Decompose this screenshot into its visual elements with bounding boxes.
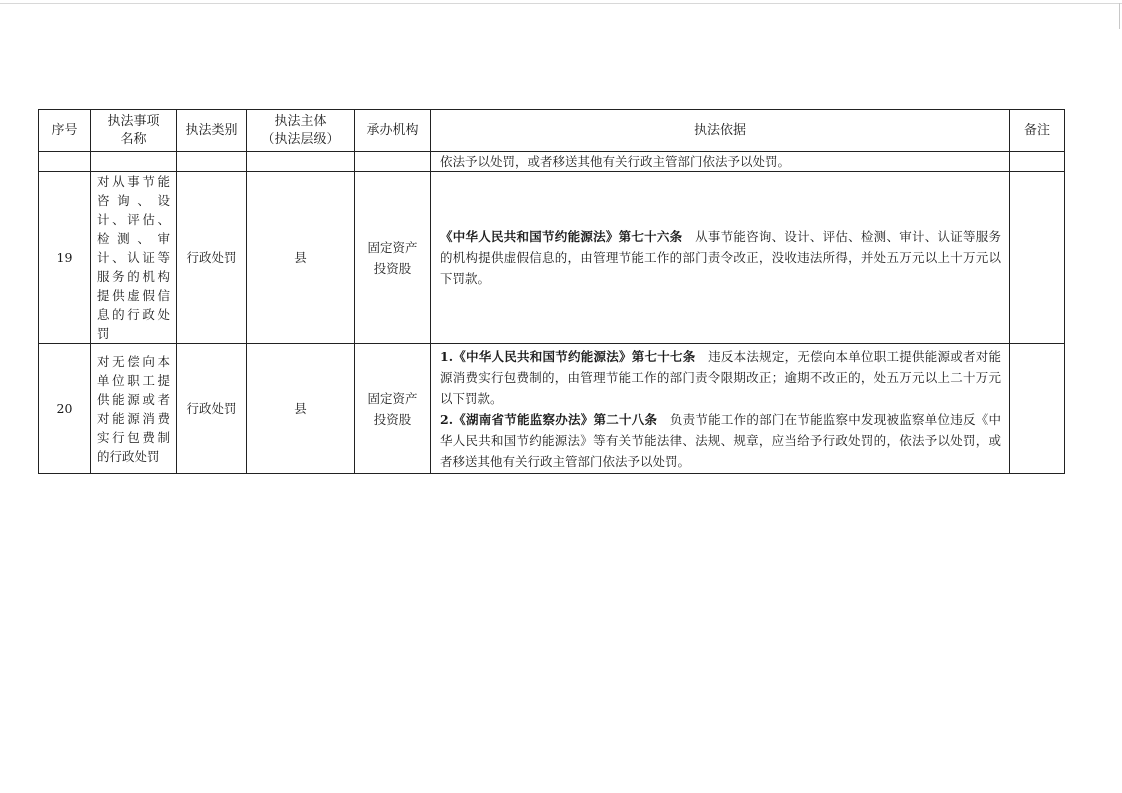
cell-empty xyxy=(355,152,431,172)
header-subject-line1: 执法主体 xyxy=(274,113,327,129)
header-seq: 序号 xyxy=(39,110,91,152)
cell-empty xyxy=(247,152,355,172)
cell-category: 行政处罚 xyxy=(177,172,247,344)
header-subject xyxy=(247,110,355,152)
agency-label: 固定资产投资股 xyxy=(367,390,418,427)
cell-basis-continued: 依法予以处罚，或者移送其他有关行政主管部门依法予以处罚。 xyxy=(431,152,1010,172)
cell-empty xyxy=(1010,152,1065,172)
cell-category: 行政处罚 xyxy=(177,344,247,474)
table-row xyxy=(39,344,1065,474)
basis-clause xyxy=(440,409,1001,472)
basis-article-title: 《中华人民共和国节约能源法》第七十六条 xyxy=(440,229,683,244)
header-item xyxy=(91,110,177,152)
basis-article-title: 1.《中华人民共和国节约能源法》第七十七条 xyxy=(440,348,696,364)
cell-remarks xyxy=(1010,344,1065,474)
cell-level: 县 xyxy=(247,344,355,474)
header-agency: 承办机构 xyxy=(355,110,431,152)
basis-article-text: 从事节能咨询、设计、评估、检测、审计、认证等服务的机构提供虚假信息的，由管理节能工作的部门责令改正，没收违法所得，并处五万元以上十万元以下罚款。 xyxy=(440,229,1001,286)
page-top-edge xyxy=(0,3,1122,4)
header-subject-line2: （执法层级） xyxy=(261,131,340,147)
cell-agency xyxy=(355,172,431,344)
cell-seq: 20 xyxy=(39,344,91,474)
law-enforcement-table xyxy=(38,109,1065,474)
cell-empty xyxy=(177,152,247,172)
cell-item-name: 对无偿向本单位职工提供能源或者对能源消费实行包费制的行政处罚 xyxy=(91,344,177,474)
header-category: 执法类别 xyxy=(177,110,247,152)
cell-seq: 19 xyxy=(39,172,91,344)
table-row-continued xyxy=(39,152,1065,172)
header-basis: 执法依据 xyxy=(431,110,1010,152)
basis-article-title: 2.《湖南省节能监察办法》第二十八条 xyxy=(440,411,658,427)
cell-item-name: 对从事节能咨询、设计、评估、检测、审计、认证等服务的机构提供虚假信息的行政处罚 xyxy=(91,172,177,344)
cell-remarks xyxy=(1010,172,1065,344)
cell-agency xyxy=(355,344,431,474)
cell-basis xyxy=(431,172,1010,344)
cell-empty xyxy=(39,152,91,172)
cell-basis xyxy=(431,344,1010,474)
agency-label: 固定资产投资股 xyxy=(367,239,418,276)
header-remarks: 备注 xyxy=(1010,110,1065,152)
header-item-label: 执法事项名称 xyxy=(107,113,160,147)
cell-level: 县 xyxy=(247,172,355,344)
table-header-row xyxy=(39,110,1065,152)
page-right-edge xyxy=(1119,3,1120,29)
basis-clause xyxy=(440,346,1001,409)
basis-article-text: 违反本法规定，无偿向本单位职工提供能源或者对能源消费实行包费制的，由管理节能工作的部门责令限期改正；逾期不改正的，处五万元以上二十万元以下罚款。 xyxy=(440,348,1001,406)
cell-empty xyxy=(91,152,177,172)
table-row xyxy=(39,172,1065,344)
basis-article-text: 负责节能工作的部门在节能监察中发现被监察单位违反《中华人民共和国节约能源法》等有关节能法律、法规、规章，应当给予行政处罚的，依法予以处罚，或者移送其他有关行政主管部门依法予以处罚。 xyxy=(440,411,1001,469)
